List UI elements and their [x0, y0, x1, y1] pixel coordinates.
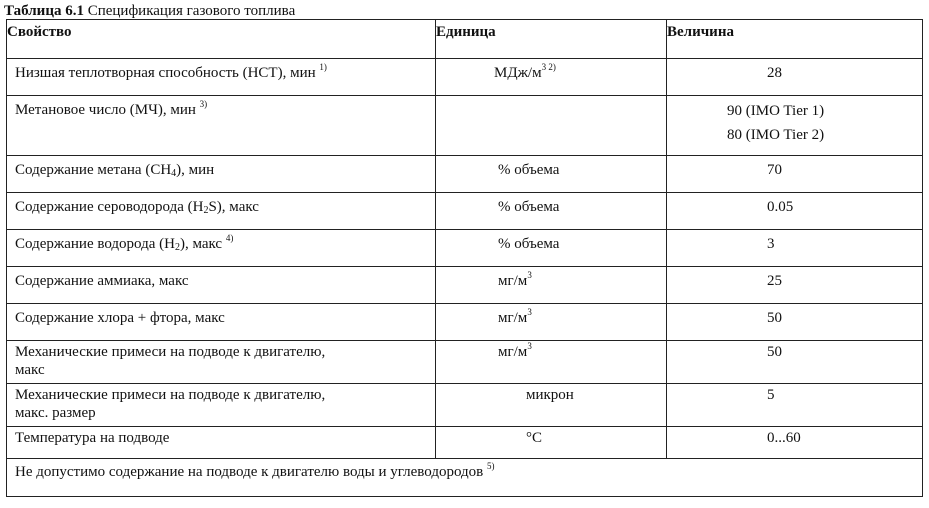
footer-note-cell: Не допустимо содержание на подводе к двигателю воды и углеводородов $^{5)}$ [7, 459, 923, 497]
footer-row [7, 459, 923, 497]
unit-cell: °C [436, 427, 667, 459]
table-row [7, 230, 923, 267]
gas-fuel-spec-table [6, 19, 923, 497]
table-caption [4, 2, 295, 20]
value-cell: 0...60 [667, 427, 923, 459]
unit-cell: % объема [436, 193, 667, 230]
unit-cell: $мг/м^3$ [436, 304, 667, 341]
header-unit: Единица [436, 20, 667, 59]
header-row [7, 20, 923, 59]
unit-cell: МДж/$м^{3 2)}$ [436, 59, 667, 96]
property-cell: Метановое число (МЧ), мин $^{3)}$ [7, 96, 436, 156]
table-row [7, 304, 923, 341]
value-cell: 0.05 [667, 193, 923, 230]
unit-cell [436, 96, 667, 156]
table-row [7, 59, 923, 96]
property-cell: Низшая теплотворная способность (НСТ), мин $^{1)}$ [7, 59, 436, 96]
header-value: Величина [667, 20, 923, 59]
unit-cell: $мг/м^3$ [436, 341, 667, 384]
table-row [7, 96, 923, 156]
value-cell: 50 [667, 341, 923, 384]
table-row [7, 427, 923, 459]
header-property: Свойство [7, 20, 436, 59]
property-cell: Содержание аммиака, макс [7, 267, 436, 304]
table-row [7, 341, 923, 384]
value-cell: 5 [667, 384, 923, 427]
property-cell: Содержание водорода $(H_2)$, макс $^{4)}$ [7, 230, 436, 267]
property-cell: Механические примеси на подводе к двигателю, макс [7, 341, 436, 384]
table-row [7, 193, 923, 230]
value-cell: 70 [667, 156, 923, 193]
table-title: Спецификация газового топлива [87, 3, 296, 19]
property-cell: Механические примеси на подводе к двигателю, макс. размер [7, 384, 436, 427]
table-row [7, 384, 923, 427]
unit-cell: $мг/м^3$ [436, 267, 667, 304]
table-row [7, 267, 923, 304]
property-cell: Содержание сероводорода $(H_2S)$, макс [7, 193, 436, 230]
value-cell: 3 [667, 230, 923, 267]
unit-cell: микрон [436, 384, 667, 427]
value-cell: 90 (IMO Tier 1) 80 (IMO Tier 2) [667, 96, 923, 156]
property-cell: Содержание метана $(CH_4)$, мин [7, 156, 436, 193]
value-cell: 28 [667, 59, 923, 96]
value-cell: 25 [667, 267, 923, 304]
table-number: Таблица 6.1 [4, 3, 84, 19]
unit-cell: % объема [436, 230, 667, 267]
property-cell: Температура на подводе [7, 427, 436, 459]
value-cell: 50 [667, 304, 923, 341]
property-cell: Содержание хлора + фтора, макс [7, 304, 436, 341]
table-row [7, 156, 923, 193]
unit-cell: % объема [436, 156, 667, 193]
